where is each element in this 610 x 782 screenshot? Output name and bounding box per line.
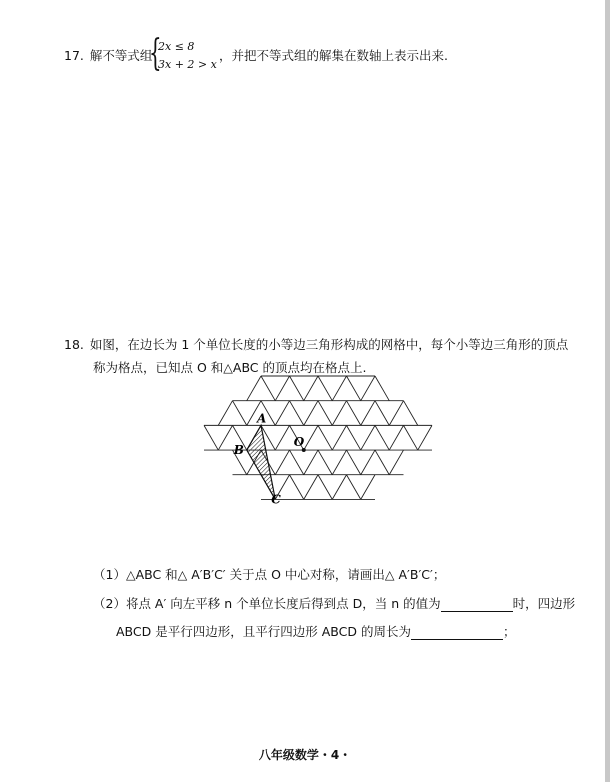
grid-edge <box>347 376 361 401</box>
grid-edge <box>332 450 346 475</box>
grid-edge <box>318 475 332 500</box>
grid-edge <box>290 376 304 401</box>
grid-edge <box>290 401 304 426</box>
grid-edge <box>275 401 289 426</box>
grid-edge <box>318 425 332 450</box>
q18-part-2-d: ； <box>502 624 516 639</box>
grid-edge <box>233 401 247 426</box>
q17-tail: ，并把不等式组的解集在数轴上表示出来. <box>219 48 448 63</box>
grid-edge <box>304 475 318 500</box>
page-footer: 八年级数学・4・ <box>258 748 352 762</box>
answer-blank-n[interactable] <box>441 598 513 612</box>
grid-edge <box>275 425 289 450</box>
grid-edge <box>290 475 304 500</box>
grid-edge <box>361 401 375 426</box>
grid-edge <box>361 475 375 500</box>
grid-edge <box>304 425 318 450</box>
q18-part-2-b: 时，四边形 <box>512 596 576 611</box>
grid-edge <box>204 425 218 450</box>
grid-edge <box>275 450 289 475</box>
triangle-abc <box>247 425 276 499</box>
grid-edge <box>375 376 389 401</box>
grid-edge <box>389 401 403 426</box>
grid-lines <box>204 376 432 499</box>
grid-edge <box>218 425 232 450</box>
label-point-o: O <box>293 435 305 450</box>
grid-edge <box>404 401 418 426</box>
grid-edge <box>318 401 332 426</box>
grid-edge <box>361 425 375 450</box>
grid-edge <box>261 376 275 401</box>
grid-edge <box>304 450 318 475</box>
q18-part-2-a: （2）将点 A′ 向左平移 n 个单位长度后得到点 D，当 n 的值为 <box>93 596 441 611</box>
grid-edge <box>247 376 261 401</box>
grid-edge <box>304 401 318 426</box>
q18-part-2-line-2 <box>116 624 515 640</box>
grid-edge <box>332 376 346 401</box>
grid-edge <box>375 401 389 426</box>
q17-prompt: 解不等式组 <box>89 48 153 63</box>
q17-brace: { <box>149 33 162 74</box>
grid-edge <box>318 376 332 401</box>
grid-edge <box>418 425 432 450</box>
answer-blank-perimeter[interactable] <box>411 626 503 640</box>
q18-number: 18. <box>64 337 84 352</box>
grid-edge <box>218 401 232 426</box>
grid-edge <box>375 425 389 450</box>
grid-edge <box>347 450 361 475</box>
grid-edge <box>347 475 361 500</box>
grid-edge <box>275 376 289 401</box>
grid-edge <box>375 450 389 475</box>
label-point-a: A <box>257 411 267 426</box>
label-point-b: B <box>233 443 244 458</box>
grid-edge <box>290 450 304 475</box>
grid-edge <box>332 475 346 500</box>
q18-part-1: （1）△ABC 和△ A′B′C′ 关于点 O 中心对称，请画出△ A′B′C′； <box>93 567 446 582</box>
grid-edge <box>318 450 332 475</box>
grid-edge <box>361 376 375 401</box>
q18-text-1: 如图，在边长为 1 个单位长度的小等边三角形构成的网格中，每个小等边三角形的顶点 <box>89 337 569 352</box>
grid-edge <box>304 376 318 401</box>
grid-edge <box>389 425 403 450</box>
grid-edge <box>347 401 361 426</box>
q18-part-2-line-1 <box>93 596 575 612</box>
q18-part-2-c: ABCD 是平行四边形，且平行四边形 ABCD 的周长为 <box>116 624 411 639</box>
q17-inequality-2: 3x + 2 > x <box>158 58 217 71</box>
grid-edge <box>332 401 346 426</box>
grid-edge <box>361 450 375 475</box>
label-point-c: C <box>271 492 281 507</box>
grid-edge <box>389 450 403 475</box>
q18-text-2: 称为格点，已知点 O 和△ABC 的顶点均在格点上. <box>93 360 367 375</box>
grid-edge <box>404 425 418 450</box>
grid-edge <box>347 425 361 450</box>
grid-edge <box>332 425 346 450</box>
q17-number: 17. <box>64 48 84 63</box>
q17-inequality-1: 2x ≤ 8 <box>158 40 195 53</box>
